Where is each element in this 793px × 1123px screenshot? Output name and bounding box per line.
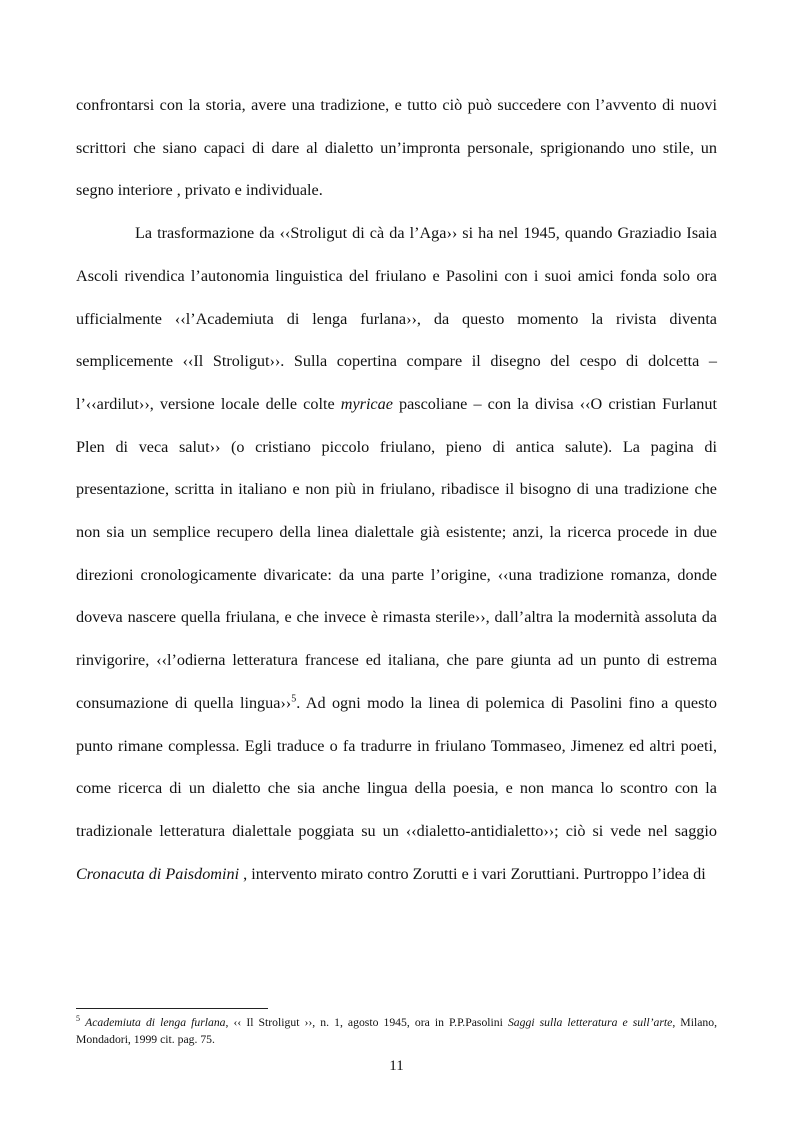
paragraph-2 bbox=[76, 212, 717, 895]
body-text bbox=[76, 84, 717, 895]
italic-essay-title: Cronacuta di Paisdomini bbox=[76, 864, 240, 883]
paragraph-2-text-1: La trasformazione da ‹‹Stroligut di cà da l’Aga›› si ha nel 1945, quando Graziadio Isaia Ascoli rivendica l’autonomia linguistica del friulano e Pasolini con i suoi amici fonda solo ora ufficialmente ‹‹l’Academiuta di lenga furlana››, da questo momento la rivista diventa semplicemente ‹‹Il Stroligut››. Sulla copertina compare il disegno del cespo di dolcetta – l’‹‹ardilut››, versione locale delle colte bbox=[76, 224, 717, 413]
footnote-divider bbox=[76, 1008, 268, 1009]
footnote-italic-1: Academiuta di lenga furlana bbox=[85, 1016, 226, 1029]
footnote-italic-2: Saggi sulla letteratura e sull’arte bbox=[507, 1016, 673, 1029]
footnote-number: 5 bbox=[76, 1014, 80, 1024]
paragraph-2-text-2: pascoliane – con la divisa ‹‹O cristian Furlanut Plen di veca salut›› (o cristiano piccolo friulano, pieno di antica salute). La pagina di presentazione, scritta in italiano e non più in friulano, ribadisce il bisogno di una tradizione che non sia un semplice recupero della linea dialettale già esistente; anzi, la ricerca procede in due direzioni cronologicamente divaricate: da una parte l’origine, ‹‹una tradizione romanza, donde doveva nascere quella friulana, e che invece è rimasta sterile››, dall’altra la modernità assoluta da rinvigorire, ‹‹l’odierna letteratura francese ed italiana, che pare giunta ad un punto di estrema consumazione di quella lingua›› bbox=[76, 394, 717, 712]
footnote bbox=[76, 1014, 717, 1048]
footnote-reference: 5 bbox=[291, 693, 297, 705]
italic-myricae: myricae bbox=[340, 394, 393, 413]
paragraph-2-text-3: . Ad ogni modo la linea di polemica di Pasolini fino a questo punto rimane complessa. Egli traduce o fa tradurre in friulano Tommaseo, Jimenez ed altri poeti, come ricerca di un dialetto che sia anche lingua della poesia, e non manca lo scontro con la tradizionale letteratura dialettale poggiata su un ‹‹dialetto-antidialetto››; ciò si vede nel saggio bbox=[76, 693, 717, 840]
page-number: 11 bbox=[389, 1058, 404, 1074]
paragraph-1: confrontarsi con la storia, avere una tradizione, e tutto ciò può succedere con l’avvento di nuovi scrittori che siano capaci di dare al dialetto un’impronta personale, sprigionando uno stile, un segno interiore , privato e individuale. bbox=[76, 96, 717, 200]
paragraph-2-text-4: , intervento mirato contro Zorutti e i vari Zoruttiani. Purtroppo l’idea di bbox=[239, 864, 706, 883]
footnote-text-1: , ‹‹ Il Stroligut ››, n. 1, agosto 1945, ora in P.P.Pasolini bbox=[225, 1016, 508, 1029]
footnote-text-2: , Milano, Mondadori, 1999 cit. pag. 75. bbox=[76, 1016, 717, 1046]
